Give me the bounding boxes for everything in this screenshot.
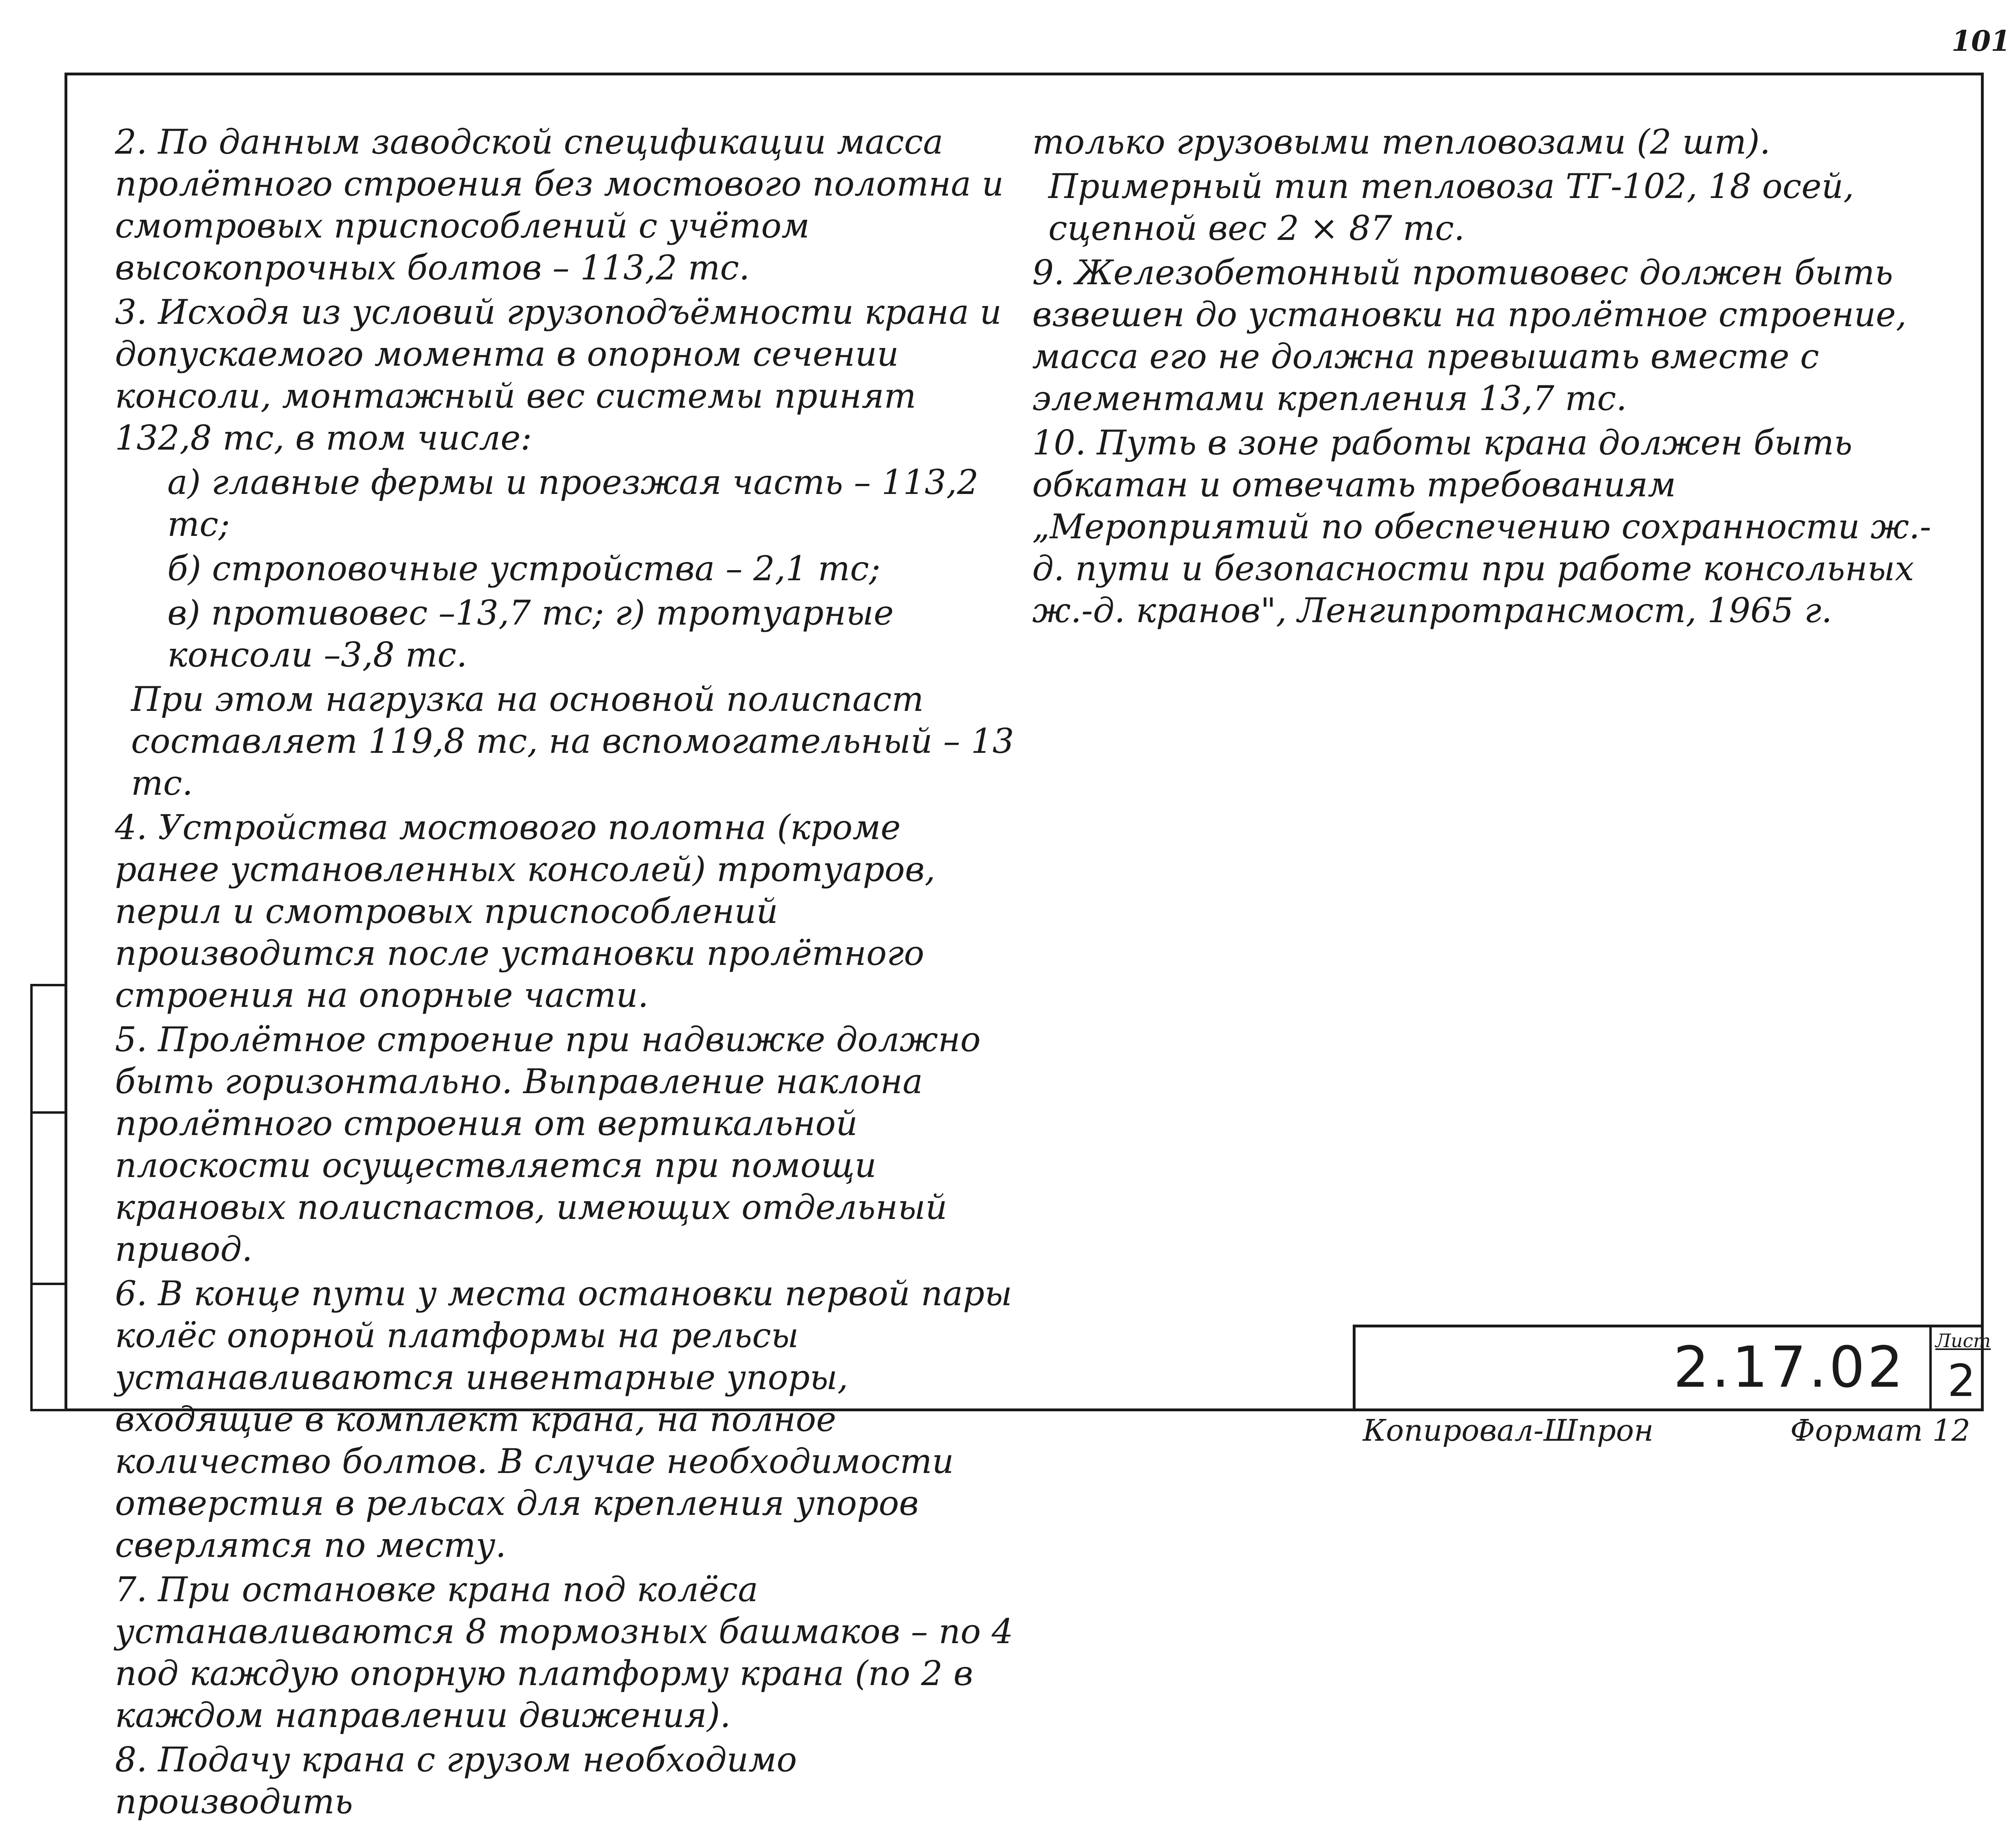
note-9: 9. Железобетонный противовес должен быть взвешен до установки на пролётное строение, масса его не должна превышать вместе с элементами крепления 13,7 тс. [1032,253,1907,418]
note-7: 7. При остановке крана под колёса устанавливаются 8 тормозных башмаков – по 4 под каждую опорную платформу крана (по 2 в каждом направлении движения). [115,1570,1013,1735]
binding-strip-divider [33,1283,65,1285]
document-code: 2.17.02 [1673,1335,1906,1400]
sheet-number: 2 [1947,1355,1976,1406]
page-number: 101 [1951,24,2011,58]
note-3: 3. Исходя из условий грузоподъёмности крана и допускаемого момента в опорном сечении консоли, монтажный вес системы принят 132,8 тс, в том числе: [115,292,1002,458]
note-3a: а) главные фермы и проезжая часть – 113,2 тс; [167,462,979,544]
binding-strip-divider [33,1111,65,1114]
copied-by: Копировал-Шпрон [1363,1413,1654,1448]
note-8: 8. Подачу крана с грузом необходимо производить [115,1740,797,1821]
right-text-column [1032,121,1935,634]
note-2: 2. По данным заводской спецификации масса пролётного строения без мостового полотна и смотровых приспособлений с учётом высокопрочных болтов – 113,2 тс. [115,122,1004,288]
note-3c: в) противовес –13,7 тс; г) тротуарные консоли –3,8 тс. [167,593,894,675]
sheet-label: Лист [1935,1330,1991,1352]
note-3b: б) строповочные устройства – 2,1 тс; [167,549,881,588]
left-text-column [115,121,1014,1825]
note-6: 6. В конце пути у места остановки первой пары колёс опорной платформы на рельсы устанавливаются инвентарные упоры, входящие в комплект крана, на полное количество болтов. В случае необходимости отверстия в рельсах для крепления упоров сверлятся по месту. [115,1274,1012,1565]
format-label: Формат 12 [1790,1413,1970,1448]
note-8-cont: только грузовыми тепловозами (2 шт). [1032,122,1770,162]
locomotive-type: Примерный тип тепловоза ТГ-102, 18 осей, сцепной вес 2 × 87 тс. [1048,167,1854,248]
note-10: 10. Путь в зоне работы крана должен быть обкатан и отвечать требованиям „Мероприятий по обеспечению сохранности ж.-д. пути и безопасности при работе консольных ж.-д. кранов", Ленгипротрансмост, 1965 г. [1032,423,1931,630]
note-4: 4. Устройства мостового полотна (кроме ранее установленных консолей) тротуаров, перил и смотровых приспособлений производится после установки пролётного строения на опорные части. [115,808,935,1015]
note-5: 5. Пролётное строение при надвижке должно быть горизонтально. Выправление наклона пролётного строения от вертикальной плоскости осуществляется при помощи крановых полиспастов, имеющих отдельный привод. [115,1020,981,1269]
note-3-load: При этом нагрузка на основной полиспаст составляет 119,8 тс, на вспомогательный – 13 тс. [131,679,1014,803]
binding-strip [30,984,65,1411]
